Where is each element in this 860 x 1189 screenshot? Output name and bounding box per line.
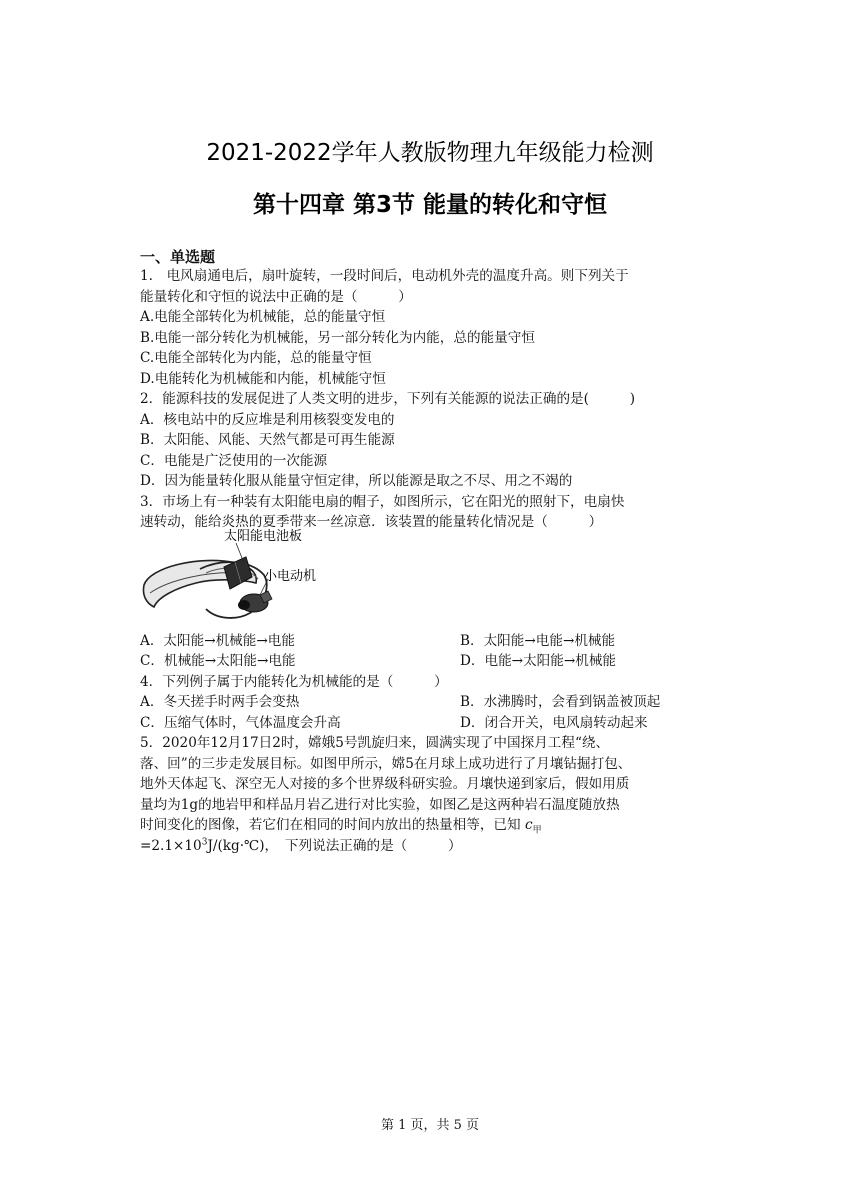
q5-line2: 落、回”的三步走发展目标。如图甲所示，嫦5在月球上成功进行了月壤钻掘打包、 [140, 755, 632, 772]
q1-stem-line1: 1. 电风扇通电后，扇叶旋转，一段时间后，电动机外壳的温度升高。则下列关于 [140, 268, 629, 284]
solar-panel-label: 太阳能电池板 [224, 528, 303, 544]
document-title: 2021-2022学年人教版物理九年级能力检测 [206, 140, 654, 166]
page-footer: 第 1 页，共 5 页 [380, 1118, 480, 1133]
q2-option-c: C．电能是广泛使用的一次能源 [140, 452, 328, 469]
q4-stem: 4．下列例子属于内能转化为机械能的是（ ） [140, 673, 448, 690]
q4-option-a: A．冬天搓手时两手会变热 [140, 694, 300, 710]
q3-option-b: B．太阳能→电能→机械能 [460, 632, 616, 649]
q5-line4: 量均为1g的地岩甲和样品月岩乙进行对比实验，如图乙是这两种岩石温度随放热 [140, 796, 620, 813]
q1-option-d: D.电能转化为机械能和内能，机械能守恒 [140, 370, 386, 387]
motor-label: 小电动机 [264, 568, 317, 584]
q5-line5-text: 时间变化的图像，若它们在相同的时间内放出的热量相等，已知 [140, 817, 521, 833]
q5-line5 [140, 815, 725, 836]
specific-heat-subscript: 甲 [532, 825, 542, 836]
q5-line3: 地外天体起飞、深空无人对接的多个世界级科研实验。月壤快递到家后，假如用质 [140, 776, 630, 792]
q4-options-row2 [140, 713, 725, 734]
q5-line6 [140, 836, 725, 857]
q1-option-a: A.电能全部转化为机械能，总的能量守恒 [140, 309, 386, 325]
q4-options-row1 [140, 692, 725, 713]
section-heading: 一、单选题 [140, 248, 216, 266]
q1-option-b: B.电能一部分转化为机械能，另一部分转化为内能，总的能量守恒 [140, 329, 535, 346]
specific-heat-symbol: c [524, 817, 533, 833]
q3-stem-line1: 3．市场上有一种装有太阳能电扇的帽子，如图所示，它在阳光的照射下，电扇快 [140, 493, 625, 510]
q2-option-d: D．因为能量转化服从能量守恒定律，所以能源是取之不尽、用之不竭的 [140, 473, 573, 489]
q3-options-row2 [140, 651, 725, 672]
q3-options-row1 [140, 631, 725, 652]
q1-stem-line2: 能量转化和守恒的说法中正确的是（ ） [140, 288, 412, 305]
q5-line1: 5．2020年12月17日2时，嫦娥5号凯旋归来，圆满实现了中国探月工程“绕、 [140, 735, 610, 751]
chapter-title: 第十四章 第3节 能量的转化和守恒 [252, 192, 608, 218]
solar-hat-figure [140, 528, 725, 631]
q4-option-b: B．水沸腾时，会看到锅盖被顶起 [460, 694, 661, 710]
questions [140, 266, 725, 856]
q4-option-c: C．压缩气体时，气体温度会升高 [140, 714, 341, 731]
q2-stem: 2．能源科技的发展促进了人类文明的进步，下列有关能源的说法正确的是( ) [140, 391, 636, 407]
q3-option-c: C．机械能→太阳能→电能 [140, 653, 296, 669]
q1-option-c: C.电能全部转化为内能，总的能量守恒 [140, 350, 372, 366]
q2-option-a: A．核电站中的反应堆是利用核裂变发电的 [140, 411, 395, 428]
q3-option-d: D．电能→太阳能→机械能 [460, 653, 617, 669]
q5-line6-text: J/(kg·℃)， 下列说法正确的是（ ） [207, 837, 462, 854]
q5-line6-value: =2.1×10 [140, 837, 202, 854]
q3-stem-line2: 速转动，能给炎热的夏季带来一丝凉意．该装置的能量转化情况是（ ） [140, 514, 603, 530]
q4-option-d: D．闭合开关，电风扇转动起来 [460, 714, 648, 731]
q3-option-a: A．太阳能→机械能→电能 [140, 632, 295, 649]
q2-option-b: B．太阳能、风能、天然气都是可再生能源 [140, 432, 395, 448]
q5-line6-exponent: 3 [201, 836, 208, 847]
